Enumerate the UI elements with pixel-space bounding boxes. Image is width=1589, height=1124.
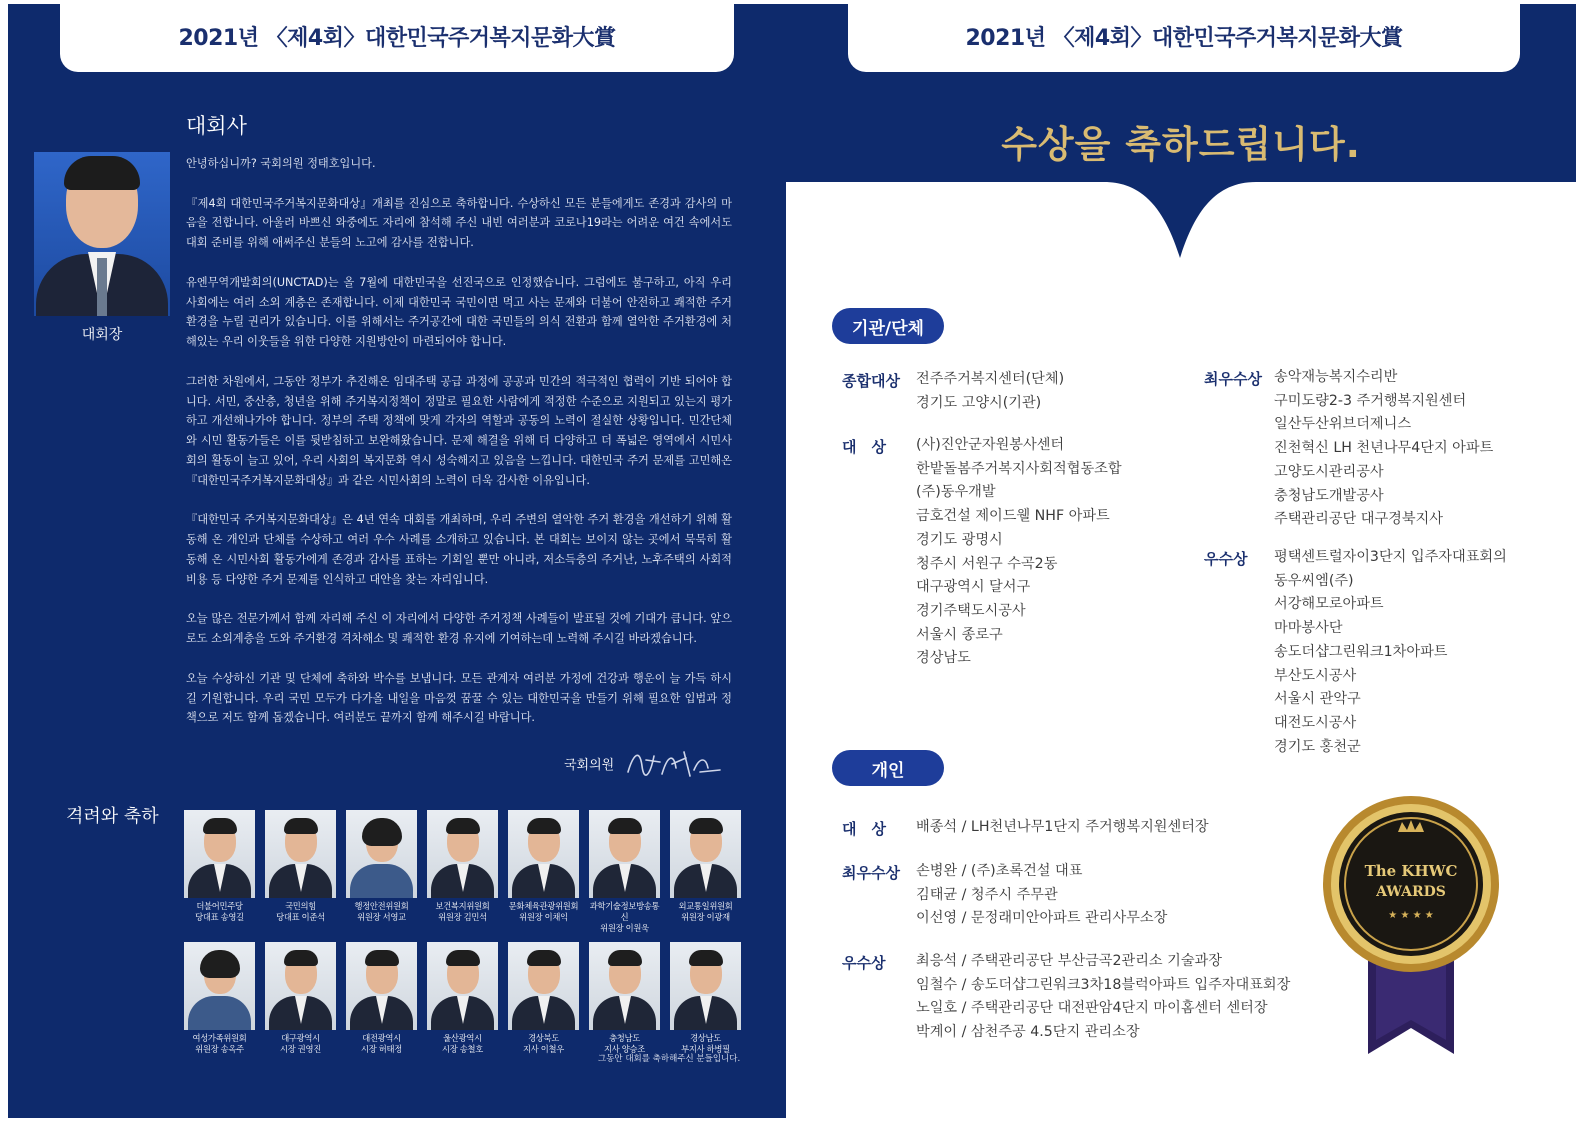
speech-paragraph: 그러한 차원에서, 그동안 정부가 추진해온 임대주택 공급 과정에 공공과 민간의 적극적인 협력이 기반 되어야 합니다. 서민, 중산층, 청년을 위해 주거복지정책이 정말로 필요한 사람에게 적정한 수준으로 지원되고 있는지 평가하고 개선해나가야 합니다. 정부의 주택 정책에 맞게 각자의 역할과 공동의 노력이 절실한 상황입니다. 민간단체와 시민 활동가들은 이를 뒷받침하고 보완해왔습니다. 문제 해결을 위해 더 다양하고 더 폭넓은 영역에서 시민사회의 활동이 늘고 있어, 우리 사회의 복지문화 역시 성숙해지고 있음을 느낍니다. 대한민국 주거 문제를 고민해온 『대한민국주거복지문화대상』과 같은 시민사회의 노력이 더욱 감사한 이유입니다. <box>186 374 732 487</box>
org-best-label: 최우수상 <box>1204 370 1262 388</box>
person-name: 지사 이철우 <box>523 1044 564 1054</box>
speech-paragraph: 안녕하십니까? 국회의원 정태호입니다. <box>186 157 376 170</box>
person-title: 울산광역시 <box>443 1033 482 1043</box>
speech-paragraph: 유엔무역개발회의(UNCTAD)는 올 7월에 대한민국을 선진국으로 인정했습니다. 그럼에도 불구하고, 아직 우리 사회에는 여러 소외 계층은 존재합니다. 이제 대한민국 국민이면 먹고 사는 문제와 더불어 안전하고 쾌적한 주거환경을 누릴 권리가 있습니다. 이를 위해서는 주거공간에 대한 국민들의 의식 전환과 함께 열악한 주거환경에 처해있는 우리 이웃들을 위한 다양한 지원방안이 마련되어야 합니다. <box>186 275 732 349</box>
award-entry: 김태균 / 청주시 주무관 <box>916 886 1058 903</box>
award-entry: 박계이 / 삼천주공 4.5단지 관리소장 <box>916 1024 1140 1041</box>
ind-main-list <box>916 816 1209 840</box>
award-entry: 부산도시공사 <box>1274 667 1357 684</box>
award-entry: 경상남도 <box>916 650 971 667</box>
ind-best-list <box>916 860 1167 931</box>
person-name: 위원장 김민석 <box>438 912 487 922</box>
speech-body <box>186 154 732 748</box>
left-page <box>8 4 790 1118</box>
award-entry: 구미도량2-3 주거행복지원센터 <box>1274 392 1467 409</box>
person-title: 대구광역시 <box>281 1033 320 1043</box>
person-title: 경상남도 <box>690 1033 721 1043</box>
person-name: 위원장 송옥주 <box>195 1044 244 1054</box>
congratulators-footnote: 그동안 대회를 축하해주신 분들입니다. <box>598 1054 741 1064</box>
person-card <box>670 810 741 934</box>
person-photo <box>346 810 417 898</box>
person-name: 위원장 이원욱 <box>600 923 649 933</box>
person-name: 위원장 서영교 <box>357 912 406 922</box>
right-title-tab <box>848 0 1520 72</box>
award-entry: 송악재능복지수리반 <box>1274 369 1398 385</box>
award-entry: 고양도시관리공사 <box>1274 463 1384 480</box>
chair-label: 대회장 <box>81 327 123 343</box>
org-best-list <box>1274 366 1493 532</box>
person-photo <box>346 942 417 1030</box>
congratulators-row-1 <box>184 810 744 934</box>
person-name: 시장 권영진 <box>280 1044 321 1054</box>
award-entry: 경기도 고양시(기관) <box>916 394 1042 411</box>
org-excellent-label: 우수상 <box>1204 550 1248 568</box>
award-entry: 배종석 / LH천년나무1단지 주거행복지원센터장 <box>916 819 1209 835</box>
ind-best-label: 최우수상 <box>842 864 900 882</box>
person-photo <box>670 810 741 898</box>
section-pill-organization: 기관/단체 <box>832 308 944 344</box>
person-title: 외교통일위원회 <box>678 901 733 911</box>
person-card <box>265 942 336 1055</box>
speech-heading: 대회사 <box>186 114 247 138</box>
award-entry: 청주시 서원구 수곡2동 <box>916 555 1058 572</box>
award-entry: 한밭돌봄주거복지사회적협동조합 <box>916 460 1122 477</box>
ind-excellent-label: 우수상 <box>842 954 886 972</box>
award-entry: 마마봉사단 <box>1274 620 1343 637</box>
org-grand-list <box>916 368 1064 415</box>
award-entry: 대구광역시 달서구 <box>916 579 1031 596</box>
award-entry: 이선영 / 문정래미안아파트 관리사무소장 <box>916 910 1168 927</box>
org-main-label: 대 상 <box>842 438 886 456</box>
person-photo <box>427 942 498 1030</box>
person-name: 시장 송철호 <box>442 1044 483 1054</box>
award-entry: 충청남도개발공사 <box>1274 487 1384 504</box>
person-title: 과학기술정보방송통신 <box>589 901 660 922</box>
person-photo <box>265 942 336 1030</box>
person-card <box>346 942 417 1055</box>
award-badge-icon <box>1320 792 1502 1062</box>
speech-paragraph: 오늘 많은 전문가께서 함께 자리해 주신 이 자리에서 다양한 주거정책 사례들이 발표될 것에 기대가 큽니다. 앞으로도 소외계층을 도와 주거환경 격차해소 및 쾌적한 환경 유지에 기여하는데 노력해 주시길 바라겠습니다. <box>186 612 732 646</box>
award-entry: (주)동우개발 <box>916 484 996 501</box>
person-title: 보건복지위원회 <box>435 901 490 911</box>
award-entry: 전주주거복지센터(단체) <box>916 371 1065 387</box>
svg-text:★ ★ ★ ★: ★ ★ ★ ★ <box>1388 910 1434 921</box>
left-title-tab <box>60 4 734 72</box>
award-entry: 금호건설 제이드웰 NHF 아파트 <box>916 508 1110 525</box>
person-photo <box>589 942 660 1030</box>
award-entry: 동우씨엠(주) <box>1274 572 1354 589</box>
award-entry: 경기도 광명시 <box>916 531 1003 548</box>
person-name: 위원장 이광재 <box>681 912 730 922</box>
person-name: 당대표 송영길 <box>195 912 244 922</box>
person-title: 행정안전위원회 <box>354 901 409 911</box>
award-entry: 송도더샵그린워크1차아파트 <box>1274 643 1448 660</box>
award-entry: 임철수 / 송도더샵그린워크3차18블럭아파트 입주자대표회장 <box>916 976 1291 993</box>
person-title: 충청남도 <box>609 1033 640 1043</box>
award-entry: 노일호 / 주택관리공단 대전판암4단지 마이홈센터 센터장 <box>916 1000 1268 1017</box>
left-page-title: 2021년 〈제4회〉대한민국주거복지문화大賞 <box>178 25 616 51</box>
speech-paragraph: 『제4회 대한민국주거복지문화대상』개최를 진심으로 축하합니다. 수상하신 모든 분들에게도 존경과 감사의 마음을 전합니다. 아울러 바쁘신 와중에도 자리에 참석해 주신 내빈 여러분과 코로나19라는 어려운 여건 속에서도 대회 준비를 위해 애써주신 분들의 노고에 감사를 전합니다. <box>186 196 732 250</box>
person-photo <box>670 942 741 1030</box>
person-name: 지사 양승조 <box>604 1044 645 1054</box>
person-card <box>265 810 336 934</box>
person-photo <box>184 942 255 1030</box>
chairman-portrait <box>34 152 170 316</box>
congratulators-row-2 <box>184 942 744 1055</box>
award-entry: 서울시 종로구 <box>916 626 1003 643</box>
award-entry: 최응석 / 주택관리공단 부산금곡2관리소 기술과장 <box>916 953 1222 969</box>
speech-paragraph: 오늘 수상하신 기관 및 단체에 축하와 박수를 보냅니다. 모든 관계자 여러분 가정에 건강과 행운이 늘 가득 하시길 기원합니다. 우리 국민 모두가 다가올 내일을 마음껏 꿈꿀 수 있는 대한민국을 만들기 위해 필요한 입법과 정책으로 저도 함께 돕겠습니다. 여러분도 끝까지 함께 해주시길 바랍니다. <box>186 671 732 725</box>
person-photo <box>184 810 255 898</box>
award-entry: 서울시 관악구 <box>1274 691 1361 708</box>
person-photo <box>589 810 660 898</box>
person-photo <box>508 810 579 898</box>
right-page <box>786 4 1576 1118</box>
award-entry: 일산두산위브더제니스 <box>1274 416 1412 433</box>
person-photo <box>265 810 336 898</box>
signature-image <box>624 746 724 780</box>
award-entry: 경기도 홍천군 <box>1274 738 1361 755</box>
person-name: 부지사 하병필 <box>681 1044 730 1054</box>
person-card <box>508 942 579 1055</box>
speech-paragraph: 『대한민국 주거복지문화대상』은 4년 연속 대회를 개최하며, 우리 주변의 열악한 주거 환경을 개선하기 위해 활동해 온 개인과 단체를 수상하고 여러 우수 사례를 소개하고 있습니다. 본 대회는 보이지 않는 곳에서 묵묵히 활동해 온 시민사회 활동가에게 존경과 감사를 표하는 기회일 뿐만 아니라, 저소득층의 주거난, 노후주택의 사회적 비용 등 다양한 주거 문제를 인식하고 대안을 찾는 자리입니다. <box>186 513 732 586</box>
person-card <box>508 810 579 934</box>
section-pill-individual: 개인 <box>832 750 944 786</box>
award-entry: 평택센트럴자이3단지 입주자대표회의 <box>1274 549 1507 565</box>
person-photo <box>427 810 498 898</box>
org-main-list <box>916 434 1122 671</box>
congrats-heading: 수상을 축하드립니다. <box>1001 123 1361 166</box>
person-card <box>427 810 498 934</box>
person-title: 여성가족위원회 <box>192 1033 247 1043</box>
person-card <box>427 942 498 1055</box>
ind-main-label: 대 상 <box>842 820 886 838</box>
award-entry: 주택관리공단 대구경북지사 <box>1274 511 1443 528</box>
signature-row <box>564 746 724 780</box>
person-name: 시장 허태정 <box>361 1044 402 1054</box>
signature-label: 국회의원 <box>564 757 615 773</box>
person-card <box>589 942 660 1055</box>
person-title: 국민의힘 <box>285 901 316 911</box>
person-title: 문화체육관광위원회 <box>508 901 579 911</box>
org-excellent-list <box>1274 546 1507 759</box>
award-entry: 손병완 / (주)초록건설 대표 <box>916 863 1083 879</box>
person-title: 대전광역시 <box>362 1033 401 1043</box>
award-entry: 경기주택도시공사 <box>916 602 1026 619</box>
right-page-title: 2021년 〈제4회〉대한민국주거복지문화大賞 <box>965 25 1403 51</box>
person-name: 위원장 이채익 <box>519 912 568 922</box>
award-entry: (사)진안군자원봉사센터 <box>916 437 1065 453</box>
award-entry: 대전도시공사 <box>1274 714 1357 731</box>
person-title: 더불어민주당 <box>196 901 243 911</box>
badge-line-1: The KHWC <box>1364 862 1458 880</box>
person-title: 경상북도 <box>528 1033 559 1043</box>
award-entry: 진천혁신 LH 천년나무4단지 아파트 <box>1274 440 1494 457</box>
org-grand-label: 종합대상 <box>842 372 900 390</box>
cheer-heading: 격려와 축하 <box>66 806 159 827</box>
ind-excellent-list <box>916 950 1290 1045</box>
person-photo <box>508 942 579 1030</box>
congratulators-grid <box>184 810 744 1063</box>
person-card <box>184 810 255 934</box>
award-entry: 서강해모로아파트 <box>1274 596 1384 613</box>
person-card <box>346 810 417 934</box>
badge-line-2: AWARDS <box>1376 884 1446 900</box>
person-card <box>589 810 660 934</box>
person-name: 당대표 이준석 <box>276 912 325 922</box>
person-card <box>184 942 255 1055</box>
person-card <box>670 942 741 1055</box>
